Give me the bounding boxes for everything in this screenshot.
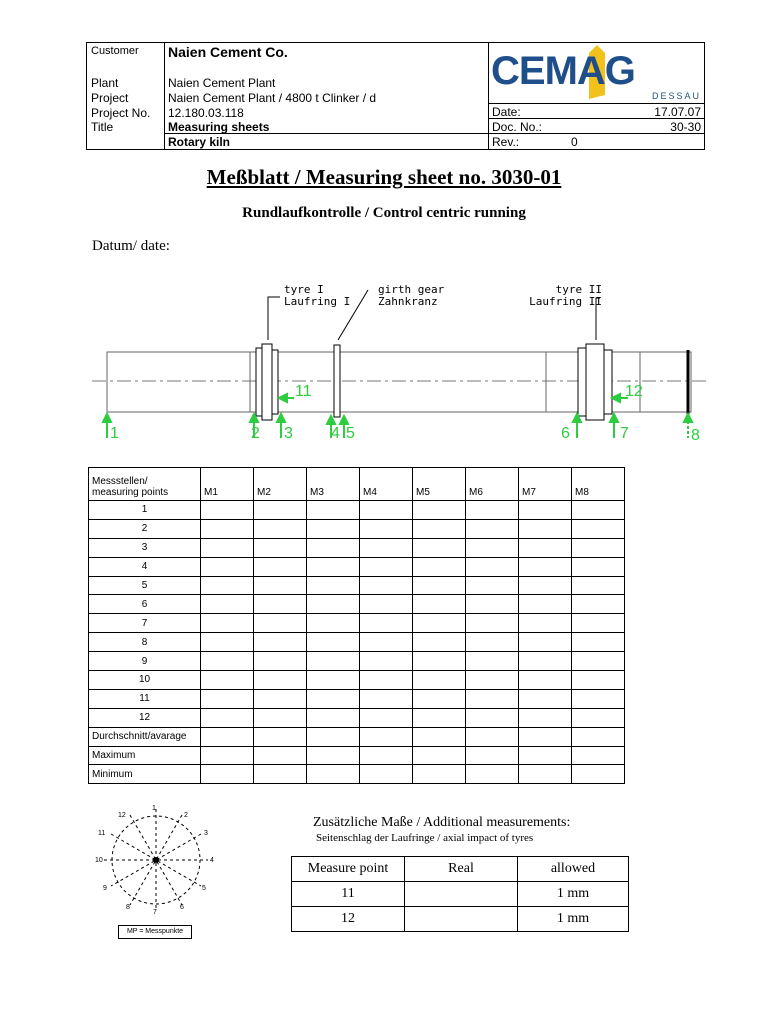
circle-label-3: 3	[204, 830, 208, 837]
table-row	[89, 689, 625, 708]
table-row	[89, 727, 625, 746]
title-value-1: Measuring sheets	[168, 120, 270, 134]
measurement-cell[interactable]	[572, 727, 625, 746]
tyre-2-ring	[604, 350, 612, 414]
measurement-cell[interactable]	[466, 633, 519, 652]
table-row	[89, 538, 625, 557]
measurement-cell[interactable]	[413, 689, 466, 708]
measurement-cell[interactable]	[519, 557, 572, 576]
measurement-cell[interactable]	[307, 765, 360, 784]
plant-value: Naien Cement Plant	[168, 76, 276, 90]
project-no-value: 12.180.03.118	[168, 106, 244, 120]
circle-label-6: 6	[180, 904, 184, 911]
measurement-cell[interactable]	[519, 652, 572, 671]
measurement-cell[interactable]	[466, 652, 519, 671]
measurement-cell[interactable]	[572, 765, 625, 784]
column-header-m5: M5	[413, 468, 466, 501]
column-header-m1: M1	[201, 468, 254, 501]
table-header-label	[89, 468, 201, 501]
measurement-cell[interactable]	[254, 519, 307, 538]
circle-label-10: 10	[95, 857, 103, 864]
circle-label-7: 7	[153, 909, 157, 916]
measurement-cell[interactable]	[360, 538, 413, 557]
column-header-m7: M7	[519, 468, 572, 501]
row-label: 2	[89, 519, 201, 538]
date-value: 17.07.07	[654, 105, 701, 119]
measurement-cell[interactable]	[254, 633, 307, 652]
measurement-cell[interactable]	[413, 633, 466, 652]
measurement-cell[interactable]	[466, 708, 519, 727]
measurement-cell[interactable]	[201, 671, 254, 690]
measurement-cell[interactable]	[360, 519, 413, 538]
measurement-cell[interactable]	[519, 595, 572, 614]
additional-real-input[interactable]	[405, 907, 518, 932]
doc-no-label: Doc. No.:	[492, 120, 543, 134]
tyre-1-label-en: tyre I	[284, 283, 324, 296]
measurement-cell[interactable]	[572, 689, 625, 708]
project-label: Project	[91, 91, 129, 105]
additional-title: Zusätzliche Maße / Additional measurements:	[313, 815, 571, 830]
point-label-12: 12	[625, 383, 643, 400]
additional-subtitle: Seitenschlag der Laufringe / axial impact of tyres	[316, 832, 534, 844]
tyre-2-ring	[578, 348, 586, 416]
measurement-cell[interactable]	[360, 614, 413, 633]
measurement-cell[interactable]	[466, 538, 519, 557]
measurement-cell[interactable]	[572, 671, 625, 690]
measurement-cell[interactable]	[201, 633, 254, 652]
measurement-cell[interactable]	[466, 746, 519, 765]
measurement-cell[interactable]	[413, 708, 466, 727]
measurement-cell[interactable]	[519, 614, 572, 633]
point-label-6: 6	[561, 425, 570, 442]
table-row	[89, 595, 625, 614]
row-label: 3	[89, 538, 201, 557]
measurement-cell[interactable]	[466, 557, 519, 576]
measurement-cell[interactable]	[466, 689, 519, 708]
additional-row	[292, 882, 629, 907]
column-header-m8: M8	[572, 468, 625, 501]
measurement-cell[interactable]	[519, 501, 572, 520]
measurement-cell[interactable]	[413, 671, 466, 690]
girth-gear-label-de: Zahnkranz	[378, 295, 438, 308]
measurement-cell[interactable]	[201, 557, 254, 576]
date-line: Datum/ date:	[92, 238, 170, 254]
measurement-cell[interactable]	[201, 595, 254, 614]
measurement-cell[interactable]	[413, 652, 466, 671]
additional-header-point: Measure point	[292, 857, 405, 882]
table-row	[89, 765, 625, 784]
measurement-cell[interactable]	[572, 652, 625, 671]
measurement-cell[interactable]	[572, 519, 625, 538]
measurement-cell[interactable]	[413, 746, 466, 765]
measurement-table	[88, 467, 625, 784]
measurement-cell[interactable]	[254, 614, 307, 633]
measurement-cell[interactable]	[307, 633, 360, 652]
row-label: 4	[89, 557, 201, 576]
row-label: 12	[89, 708, 201, 727]
row-label: Durchschnitt/avarage	[89, 727, 201, 746]
measurement-cell[interactable]	[254, 746, 307, 765]
table-row	[89, 519, 625, 538]
header-label-de: Messstellen/	[92, 476, 148, 487]
additional-real-input[interactable]	[405, 882, 518, 907]
circle-label-1: 1	[152, 805, 156, 812]
logo-text: CEMAG	[491, 49, 635, 93]
page-title: Meßblatt / Measuring sheet no. 3030-01	[206, 165, 562, 189]
rev-value: 0	[571, 135, 578, 149]
row-label: 1	[89, 501, 201, 520]
additional-point: 11	[292, 882, 405, 907]
table-row	[89, 652, 625, 671]
customer-value: Naien Cement Co.	[168, 44, 288, 60]
circle-caption: MP = Messpunkte	[118, 925, 192, 939]
circle-label-12: 12	[118, 812, 126, 819]
circle-label-11: 11	[98, 830, 106, 837]
table-row	[89, 746, 625, 765]
row-label: 11	[89, 689, 201, 708]
title-value-2: Rotary kiln	[168, 135, 231, 149]
table-row	[89, 576, 625, 595]
girth-gear-label-en: girth gear	[378, 283, 445, 296]
measurement-cell[interactable]	[466, 576, 519, 595]
measurement-cell[interactable]	[201, 727, 254, 746]
measurement-cell[interactable]	[519, 538, 572, 557]
measurement-cell[interactable]	[307, 519, 360, 538]
measurement-cell[interactable]	[519, 708, 572, 727]
measurement-cell[interactable]	[360, 746, 413, 765]
measurement-cell[interactable]	[413, 727, 466, 746]
header-divider	[488, 103, 705, 104]
girth-gear-label	[378, 284, 444, 308]
measurement-cell[interactable]	[572, 538, 625, 557]
measurement-cell[interactable]	[254, 727, 307, 746]
measurement-cell[interactable]	[572, 501, 625, 520]
measurement-cell[interactable]	[572, 633, 625, 652]
tyre-2-label	[512, 284, 602, 308]
measurement-cell[interactable]	[519, 746, 572, 765]
table-row	[89, 633, 625, 652]
title-label: Title	[91, 120, 114, 134]
measurement-cell[interactable]	[201, 652, 254, 671]
circle-label-9: 9	[103, 885, 107, 892]
circle-label-8: 8	[126, 904, 130, 911]
table-header-row	[89, 468, 625, 501]
measurement-cell[interactable]	[360, 501, 413, 520]
point-label-4: 4	[331, 425, 340, 442]
measurement-cell[interactable]	[201, 576, 254, 595]
tyre-1-label	[284, 284, 350, 308]
point-label-5: 5	[346, 425, 355, 442]
measurement-cell[interactable]	[413, 557, 466, 576]
tyre-1-ring	[256, 348, 262, 416]
table-row	[89, 614, 625, 633]
row-label: Maximum	[89, 746, 201, 765]
measurement-cell[interactable]	[360, 765, 413, 784]
measurement-cell[interactable]	[413, 765, 466, 784]
measurement-cell[interactable]	[360, 689, 413, 708]
column-header-m4: M4	[360, 468, 413, 501]
measurement-cell[interactable]	[201, 765, 254, 784]
measurement-cell[interactable]	[360, 652, 413, 671]
row-label: Minimum	[89, 765, 201, 784]
measurement-cell[interactable]	[254, 576, 307, 595]
measurement-cell[interactable]	[201, 614, 254, 633]
measurement-cell[interactable]	[519, 633, 572, 652]
measurement-cell[interactable]	[413, 538, 466, 557]
measurement-cell[interactable]	[201, 501, 254, 520]
circle-label-4: 4	[210, 857, 214, 864]
additional-allowed: 1 mm	[518, 907, 629, 932]
circle-center	[153, 857, 159, 863]
measurement-cell[interactable]	[413, 519, 466, 538]
measurement-cell[interactable]	[307, 689, 360, 708]
measurement-cell[interactable]	[413, 501, 466, 520]
measurement-cell[interactable]	[572, 576, 625, 595]
point-label-3: 3	[284, 425, 293, 442]
measurement-cell[interactable]	[519, 689, 572, 708]
measurement-cell[interactable]	[572, 557, 625, 576]
measurement-cell[interactable]	[254, 538, 307, 557]
table-row	[89, 557, 625, 576]
tyre-1-label-de: Laufring I	[284, 295, 351, 308]
measurement-cell[interactable]	[360, 708, 413, 727]
measurement-cell[interactable]	[360, 633, 413, 652]
measurement-cell[interactable]	[413, 595, 466, 614]
page-subtitle: Rundlaufkontrolle / Control centric running	[242, 205, 526, 221]
circle-label-5: 5	[202, 885, 206, 892]
row-label: 7	[89, 614, 201, 633]
rev-label: Rev.:	[492, 135, 520, 149]
measurement-cell[interactable]	[201, 519, 254, 538]
measurement-cell[interactable]	[201, 689, 254, 708]
table-row	[89, 501, 625, 520]
measurement-cell[interactable]	[519, 576, 572, 595]
girth-gear	[334, 345, 340, 417]
measurement-cell[interactable]	[307, 595, 360, 614]
measurement-cell[interactable]	[572, 746, 625, 765]
circle-diagram	[88, 805, 228, 925]
tyre-1-ring	[262, 344, 272, 420]
additional-table	[291, 856, 629, 932]
measurement-cell[interactable]	[307, 727, 360, 746]
measurement-cell[interactable]	[466, 727, 519, 746]
point-label-1: 1	[110, 425, 119, 442]
measurement-cell[interactable]	[519, 727, 572, 746]
column-header-m3: M3	[307, 468, 360, 501]
table-row	[89, 671, 625, 690]
circle-label-2: 2	[184, 812, 188, 819]
measurement-cell[interactable]	[466, 501, 519, 520]
header-label-en: measuring points	[92, 487, 169, 498]
cemag-logo	[491, 43, 705, 103]
project-value: Naien Cement Plant / 4800 t Clinker / d	[168, 91, 377, 105]
row-label: 6	[89, 595, 201, 614]
plant-label: Plant	[91, 76, 119, 90]
measurement-cell[interactable]	[519, 671, 572, 690]
measurement-cell[interactable]	[254, 689, 307, 708]
measurement-cell[interactable]	[254, 652, 307, 671]
measurement-cell[interactable]	[413, 614, 466, 633]
measurement-cell[interactable]	[307, 708, 360, 727]
kiln-drawing	[88, 270, 710, 450]
table-body	[89, 501, 625, 784]
measuring-points-circle	[88, 805, 228, 940]
measurement-cell[interactable]	[307, 671, 360, 690]
measurement-cell[interactable]	[254, 708, 307, 727]
measurement-cell[interactable]	[201, 746, 254, 765]
row-label: 9	[89, 652, 201, 671]
measurement-cell[interactable]	[307, 576, 360, 595]
measurement-cell[interactable]	[466, 595, 519, 614]
column-header-m6: M6	[466, 468, 519, 501]
measurement-cell[interactable]	[307, 501, 360, 520]
measurement-cell[interactable]	[307, 652, 360, 671]
tyre-2-label-en: tyre II	[555, 283, 602, 296]
row-label: 8	[89, 633, 201, 652]
measurement-cell[interactable]	[360, 576, 413, 595]
additional-header-real: Real	[405, 857, 518, 882]
measurement-cell[interactable]	[572, 708, 625, 727]
measurement-cell[interactable]	[413, 576, 466, 595]
measurement-cell[interactable]	[466, 765, 519, 784]
table-row	[89, 708, 625, 727]
tyre-2-ring	[586, 344, 604, 420]
additional-point: 12	[292, 907, 405, 932]
measurement-cell[interactable]	[254, 557, 307, 576]
measurement-cell[interactable]	[360, 727, 413, 746]
measurement-cell[interactable]	[201, 708, 254, 727]
measurement-cell[interactable]	[254, 671, 307, 690]
date-label: Date:	[492, 105, 521, 119]
point-label-11: 11	[295, 383, 312, 400]
measurement-cell[interactable]	[572, 614, 625, 633]
measurement-cell[interactable]	[466, 614, 519, 633]
column-header-m2: M2	[254, 468, 307, 501]
additional-header-allowed: allowed	[518, 857, 629, 882]
tyre-2-label-de: Laufring II	[529, 295, 602, 308]
measurement-cell[interactable]	[307, 614, 360, 633]
measurement-cell[interactable]	[254, 765, 307, 784]
doc-no-value: 30-30	[670, 120, 701, 134]
additional-row	[292, 907, 629, 932]
measurement-cell[interactable]	[572, 595, 625, 614]
point-label-2: 2	[251, 425, 260, 442]
project-no-label: Project No.	[91, 106, 151, 120]
row-label: 10	[89, 671, 201, 690]
additional-header-row	[292, 857, 629, 882]
document-header	[86, 42, 705, 150]
point-label-8: 8	[691, 427, 700, 444]
additional-allowed: 1 mm	[518, 882, 629, 907]
tyre-1-ring	[272, 350, 278, 414]
measurement-cell[interactable]	[307, 538, 360, 557]
measurement-cell[interactable]	[466, 671, 519, 690]
measurement-cell[interactable]	[307, 557, 360, 576]
measurement-cell[interactable]	[254, 501, 307, 520]
logo-subtext: DESSAU	[651, 91, 701, 101]
measurement-cell[interactable]	[360, 671, 413, 690]
tyre-1-pointer	[268, 297, 280, 340]
measurement-cell[interactable]	[519, 765, 572, 784]
measurement-cell[interactable]	[519, 519, 572, 538]
row-label: 5	[89, 576, 201, 595]
measurement-cell[interactable]	[201, 538, 254, 557]
customer-label: Customer	[91, 45, 139, 57]
measurement-cell[interactable]	[466, 519, 519, 538]
point-label-7: 7	[620, 425, 629, 442]
measurement-cell[interactable]	[360, 595, 413, 614]
measurement-cell[interactable]	[307, 746, 360, 765]
measurement-cell[interactable]	[254, 595, 307, 614]
measurement-cell[interactable]	[360, 557, 413, 576]
